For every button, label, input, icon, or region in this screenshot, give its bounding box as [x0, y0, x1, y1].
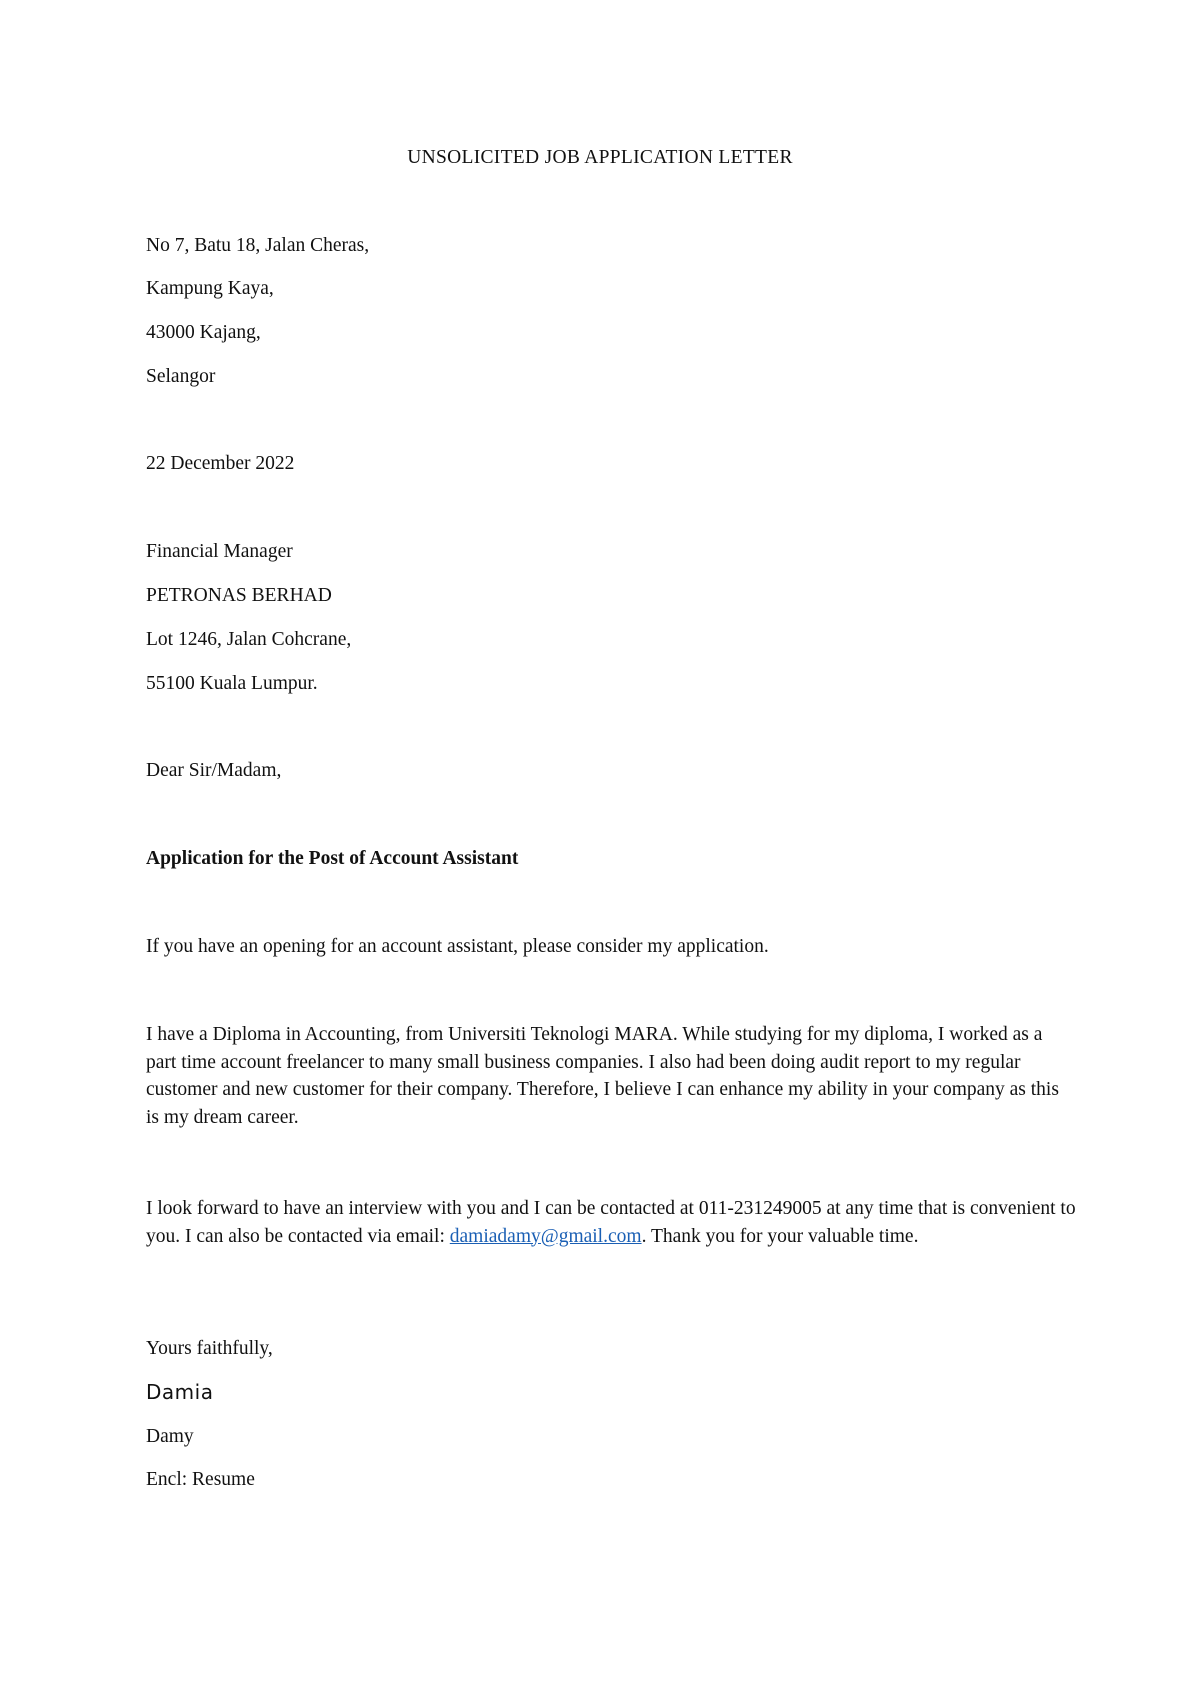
salutation: Dear Sir/Madam,	[146, 760, 282, 781]
letter-title: UNSOLICITED JOB APPLICATION LETTER	[407, 147, 793, 168]
recipient-line-1: Financial Manager	[146, 541, 293, 562]
sender-name: Damy	[146, 1426, 194, 1447]
paragraph-3-closing-text: . Thank you for your valuable time.	[641, 1225, 919, 1247]
letter-date: 22 December 2022	[146, 453, 295, 474]
email-link[interactable]: damiadamy@gmail.com	[449, 1225, 642, 1247]
recipient-line-2: PETRONAS BERHAD	[146, 585, 332, 606]
sender-address-line-4: Selangor	[146, 366, 216, 387]
recipient-line-3: Lot 1246, Jalan Cohcrane,	[146, 629, 352, 650]
sender-address-line-1: No 7, Batu 18, Jalan Cheras,	[146, 235, 370, 256]
subject-line: Application for the Post of Account Assistant	[146, 848, 519, 869]
sender-address-line-2: Kampung Kaya,	[146, 278, 274, 299]
paragraph-1: If you have an opening for an account assistant, please consider my application.	[146, 936, 769, 957]
sender-address-line-3: 43000 Kajang,	[146, 322, 261, 343]
enclosure: Encl: Resume	[146, 1469, 255, 1490]
paragraph-3	[146, 1195, 1076, 1250]
recipient-line-4: 55100 Kuala Lumpur.	[146, 673, 318, 694]
paragraph-2: I have a Diploma in Accounting, from Universiti Teknologi MARA. While studying for my diploma, I worked as a part time account freelancer to many small business companies. I also had been doing audit report to my regular customer and new customer for their company. Therefore, I believe I can enhance my ability in your company as this is my dream career.	[146, 1024, 1059, 1128]
closing: Yours faithfully,	[146, 1338, 273, 1359]
paragraph-3-text: I look forward to have an interview with you and I can be contacted at 011-231249005 at any time that is convenient to you. I can also be contacted via email:	[146, 1198, 1076, 1247]
signature: Damia	[146, 1380, 214, 1404]
